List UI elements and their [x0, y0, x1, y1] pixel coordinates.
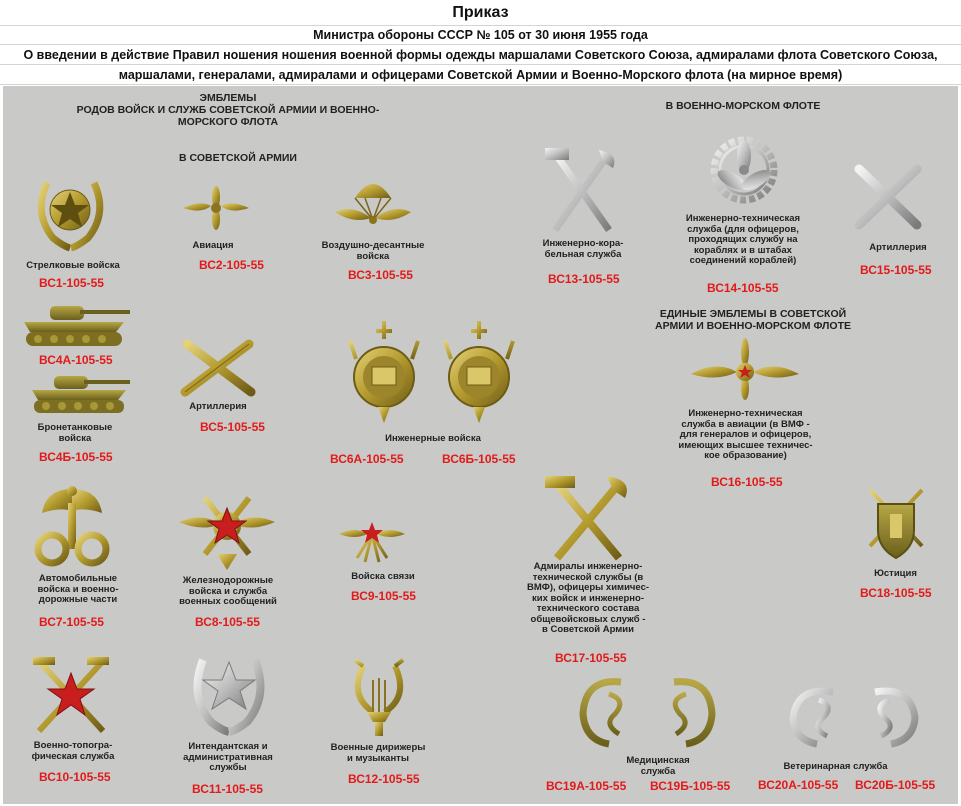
emblem-label: Автомобильные войска и военно- дорожные части	[37, 573, 119, 605]
rifle-troops-emblem-icon	[33, 168, 108, 256]
emblem-code: ВС15-105-55	[860, 263, 932, 277]
emblem-code: ВС9-105-55	[351, 589, 416, 603]
quartermaster-service-emblem-icon	[189, 646, 269, 736]
artillery-emblem-icon	[179, 336, 257, 396]
emblem-code: ВС11-105-55	[192, 782, 263, 796]
emblem-label: Войска связи	[351, 571, 415, 582]
emblem-label: Медицинская служба	[626, 755, 690, 777]
emblem-label: Воздушно-десантные войска	[321, 240, 425, 262]
medical-emblem-icon	[658, 674, 720, 764]
document-subtitle: Министра обороны СССР № 105 от 30 июня 1955 года	[0, 26, 961, 45]
ship-engineering-emblem-icon	[543, 146, 621, 234]
emblem-label: Инженерно-техническая служба в авиации (в ВМФ - для генералов и офицеров, имеющих высшее техничес- кое образование)	[678, 408, 813, 461]
naval-artillery-emblem-icon	[853, 161, 923, 231]
emblem-code: ВС2-105-55	[199, 258, 264, 272]
hammer-wrench-emblem-icon	[543, 472, 633, 562]
aviation-engineering-emblem-icon	[689, 338, 801, 400]
emblem-sheet	[3, 86, 958, 804]
document-title: Приказ	[0, 0, 961, 26]
engineer-troops-emblem-icon	[443, 319, 515, 427]
aviation-emblem-icon	[181, 186, 251, 231]
emblem-code: ВС16-105-55	[711, 475, 783, 489]
airborne-emblem-icon	[333, 176, 413, 234]
emblem-label: Военные дирижеры и музыканты	[330, 742, 426, 764]
emblem-label: Инженерно-кора- бельная служба	[542, 238, 624, 260]
emblem-label: Бронетанковые войска	[37, 422, 113, 444]
emblem-code: ВС20А-105-55	[758, 778, 839, 792]
emblem-label: Юстиция	[874, 568, 917, 579]
section-heading-emblems: ЭМБЛЕМЫ РОДОВ ВОЙСК И СЛУЖБ СОВЕТСКОЙ АРМИИ И ВОЕННО- МОРСКОГО ФЛОТА	[76, 92, 380, 128]
emblem-label: Инженерно-техническая служба (для офицеров, проходящих службу на кораблях и в штабах соединений кораблей)	[685, 213, 801, 266]
tank-emblem-icon	[20, 302, 132, 350]
emblem-code: ВС19А-105-55	[546, 779, 627, 793]
justice-emblem-icon	[866, 486, 926, 562]
emblem-code: ВС4А-105-55	[39, 353, 113, 367]
emblem-label: Стрелковые войска	[26, 260, 120, 271]
emblem-code: ВС12-105-55	[348, 772, 420, 786]
emblem-label: Интендантская и административная службы	[183, 741, 273, 773]
emblem-code: ВС4Б-105-55	[39, 450, 113, 464]
emblem-label: Военно-топогра- фическая служба	[31, 740, 115, 762]
railway-troops-emblem-icon	[177, 494, 277, 572]
emblem-label: Артиллерия	[869, 242, 927, 253]
emblem-label: Инженерные войска	[385, 433, 481, 444]
section-heading-army: В СОВЕТСКОЙ АРМИИ	[179, 152, 297, 164]
document-description-line-1: О введении в действие Правил ношения ношения военной формы одежды маршалами Советского Союза, адмиралами флота Советского Союза,	[0, 45, 961, 65]
section-heading-navy: В ВОЕННО-МОРСКОМ ФЛОТЕ	[665, 100, 821, 112]
document-description-line-2: маршалами, генералами, адмиралами и офицерами Советской Армии и Военно-Морского флота (на мирное время)	[0, 65, 961, 85]
emblem-code: ВС6А-105-55	[330, 452, 404, 466]
topographic-service-emblem-icon	[31, 653, 111, 735]
emblem-label: Артиллерия	[189, 401, 247, 412]
lyre-emblem-icon	[347, 656, 411, 738]
emblem-code: ВС10-105-55	[39, 770, 111, 784]
emblem-label: Адмиралы инженерно- технической службы (в ВМФ), офицеры химичес- ких войск и инженерно- технического состава общевойсковых служб - в Советской Армии	[526, 561, 650, 635]
emblem-code: ВС19Б-105-55	[650, 779, 731, 793]
emblem-code: ВС1-105-55	[39, 276, 104, 290]
emblem-label: Ветеринарная служба	[783, 761, 888, 772]
emblem-code: ВС13-105-55	[548, 272, 620, 286]
section-heading-unified: ЕДИНЫЕ ЭМБЛЕМЫ В СОВЕТСКОЙ АРМИИ И ВОЕННО-МОРСКОМ ФЛОТЕ	[655, 308, 851, 332]
emblem-label: Авиация	[192, 240, 234, 251]
emblem-code: ВС17-105-55	[555, 651, 627, 665]
engineer-troops-emblem-icon	[348, 319, 420, 427]
engineering-technical-emblem-icon	[708, 128, 780, 206]
emblem-code: ВС7-105-55	[39, 615, 104, 629]
emblem-code: ВС6Б-105-55	[442, 452, 516, 466]
automobile-troops-emblem-icon	[36, 483, 108, 571]
emblem-code: ВС8-105-55	[195, 615, 260, 629]
emblem-code: ВС5-105-55	[200, 420, 265, 434]
tank-emblem-icon	[28, 372, 133, 417]
emblem-code: ВС20Б-105-55	[855, 778, 936, 792]
emblem-code: ВС14-105-55	[707, 281, 779, 295]
medical-emblem-icon	[575, 674, 637, 764]
signal-troops-emblem-icon	[337, 506, 407, 566]
emblem-label: Железнодорожные войска и служба военных сообщений	[179, 575, 277, 607]
emblem-code: ВС18-105-55	[860, 586, 932, 600]
emblem-code: ВС3-105-55	[348, 268, 413, 282]
veterinary-emblem-icon	[783, 682, 845, 762]
veterinary-emblem-icon	[863, 682, 925, 762]
